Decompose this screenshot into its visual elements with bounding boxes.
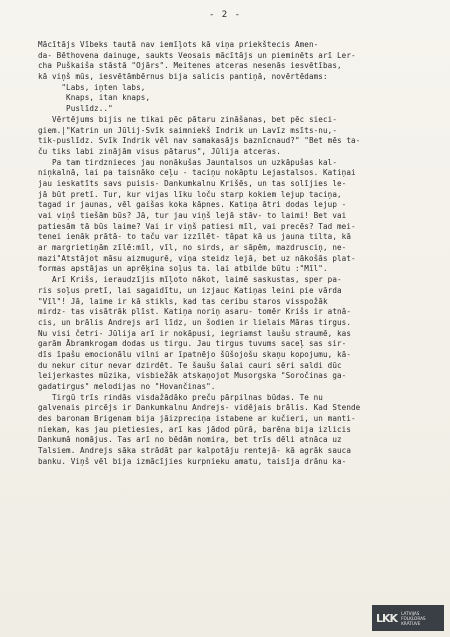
text-line: da- Bēthovena dainuge, saukts Veosais mācītājs un pieminēts arī Ler- bbox=[38, 50, 356, 60]
archive-name bbox=[401, 611, 426, 626]
text-line: des baronam Brigenam bija jāizpreciņa istabene ar kučieri, un manti- bbox=[38, 414, 356, 424]
archive-name-line: LATVIJAS bbox=[401, 610, 420, 616]
text-line: tenei ienāk prātā- to taču var izzīlēt- tāpat kā us jauna tilta, kā bbox=[38, 232, 352, 242]
text-line: leijerkastes mūzika, visbiežāk atskaņojot Musorgska "Soročinas ga- bbox=[38, 371, 347, 381]
text-line: Tirgū trīs rindās visdažādāko preču pārpilnas būdas. Te nu bbox=[38, 392, 323, 402]
text-line: Dankumā nomājus. Tas arī no bēdām nomira, bet trīs dēli atnāca uz bbox=[38, 435, 342, 445]
text-line: Knaps, itan knaps, bbox=[38, 93, 151, 103]
page-number: - 2 - bbox=[208, 10, 242, 20]
text-line: "Labs, iņten labs, bbox=[38, 82, 146, 92]
text-line: ču tiks labi zinājām visus pātarus", Jūlija atceras. bbox=[38, 146, 281, 156]
text-line: Mācītājs Vībeks tautā nav iemīļots kā viņa priekštecis Amen- bbox=[38, 40, 319, 49]
text-line: "Vīl"! Jā, laime ir kā stikls, kad tas ceribu staros visspožāk bbox=[38, 296, 328, 306]
text-line: formas apstājas un aprēķina soļus ta. lai atbilde būtu :"Mīl". bbox=[38, 264, 328, 274]
text-line: ris soļus pretī, lai sagaidītu, un izjauc Katiņas leini pie vārda bbox=[38, 285, 342, 295]
text-line: patiesām tā būs laime? Vai ir viņš patiesi mīl, vai precēs? Tad mei- bbox=[38, 221, 356, 231]
text-line: dīs īpašu emocionālu vilni ar īpatnējo šūšojošu skaņu kopojumu, kā- bbox=[38, 349, 352, 359]
text-line: cha Puškaiša stāstā "Ojārs". Meitenes atceras nesenās iesvētības, bbox=[38, 61, 342, 71]
archive-name-line: KRĀTUVE bbox=[401, 620, 421, 626]
text-line: Talsiem. Andrejs sāka strādāt par kalpotāju rentejā- kā agrāk sauca bbox=[38, 446, 352, 456]
text-line: Nu visi četri- Jūlija arī ir nokāpusi, iegriamst laušu straumē, kas bbox=[38, 328, 352, 338]
text-line: niņkalnā, lai pa taisnāko ceļu - taciņu nokāptu Lejastalsos. Katiņai bbox=[38, 168, 356, 178]
text-line: mirdz- tas visātrāk plīst. Katiņa noriņ asaru- tomēr Krišs ir atnā- bbox=[38, 307, 352, 317]
text-line: banku. Viņš vēl bija izmācījies kurpnieku amatu, taisīja drānu ka- bbox=[38, 456, 347, 466]
text-line: galvenais pircējs ir Dankumkalnu Andrejs- vidējais brālis. Kad Stende bbox=[38, 403, 361, 413]
text-line: jau ieskatīts savs puisis- Dankumkalnu Krišēs, un tas solījies le- bbox=[38, 178, 347, 188]
text-line: cis, un brālis Andrejs arī līdz, un šodien ir lielais Māras tirgus. bbox=[38, 317, 352, 327]
text-line: Puslīdz.." bbox=[38, 104, 113, 114]
text-line: kā viņš mūs, iesvētāmbērnus bija salicis pantiņā, novērtēdams: bbox=[38, 72, 328, 82]
text-line: Pa tam tirdznieces jau nonākušas Jauntalsos un uzkāpušas kal- bbox=[38, 157, 337, 167]
text-line: tagad ir jaunas, vēl gaišas koka kāpnes. Katiņa ātri dodas lejup - bbox=[38, 200, 347, 210]
archive-name-line: FOLKLORAS bbox=[401, 615, 426, 621]
text-line: gadatirgus" melodijas no "Hovančinas". bbox=[38, 382, 216, 391]
text-line: niekam, kas jau pietiesies, arī kas jādod pūrā, barēna bija izlicis bbox=[38, 424, 352, 434]
text-line: tik-puslīdz. Svīk Indrik vēl nav samakasājs baznīcnaud?" "Bet mēs ta- bbox=[38, 136, 361, 146]
text-line: jā būt pretī. Tur, kur vijas līku loču starp kokiem lejup taciņa, bbox=[38, 189, 342, 199]
text-line: giem.|"Katrin un Jūlij-Svīk saimniekš Indrik un Lavīz msīts-nu,- bbox=[38, 125, 337, 135]
text-line: mazi"Atstājot māsu aizmugurē, viņa steidz lejā, bet uz nākošās plat- bbox=[38, 253, 356, 263]
text-line: garām Ābramkrogam dodas us tirgu. Jau tirgus tuvums saceļ sas sir- bbox=[38, 339, 347, 349]
text-line: Arī Krišs, ieraudzījis mīļoto nākot, laimē saskustas, sper pa- bbox=[38, 275, 342, 285]
typewritten-text bbox=[38, 40, 436, 468]
text-line: Vērtējums bijis ne tikai pēc pātaru zināšanas, bet pēc sieci- bbox=[38, 114, 337, 124]
text-line: vai viņš tiešām būs? Jā, tur jau viņš lejā stāv- to laimi! Bet vai bbox=[38, 211, 347, 220]
archive-logo: LKK bbox=[376, 611, 398, 625]
text-line: du nekur citur nevar dzirdēt. Te šaušu šalai cauri sēri saldi dūc bbox=[38, 360, 342, 370]
text-line: ar margrietiņām zīlē:mīl, vīl, no sirds, ar sāpēm, mazdrusciņ, ne- bbox=[38, 243, 347, 253]
archive-badge bbox=[372, 605, 444, 631]
